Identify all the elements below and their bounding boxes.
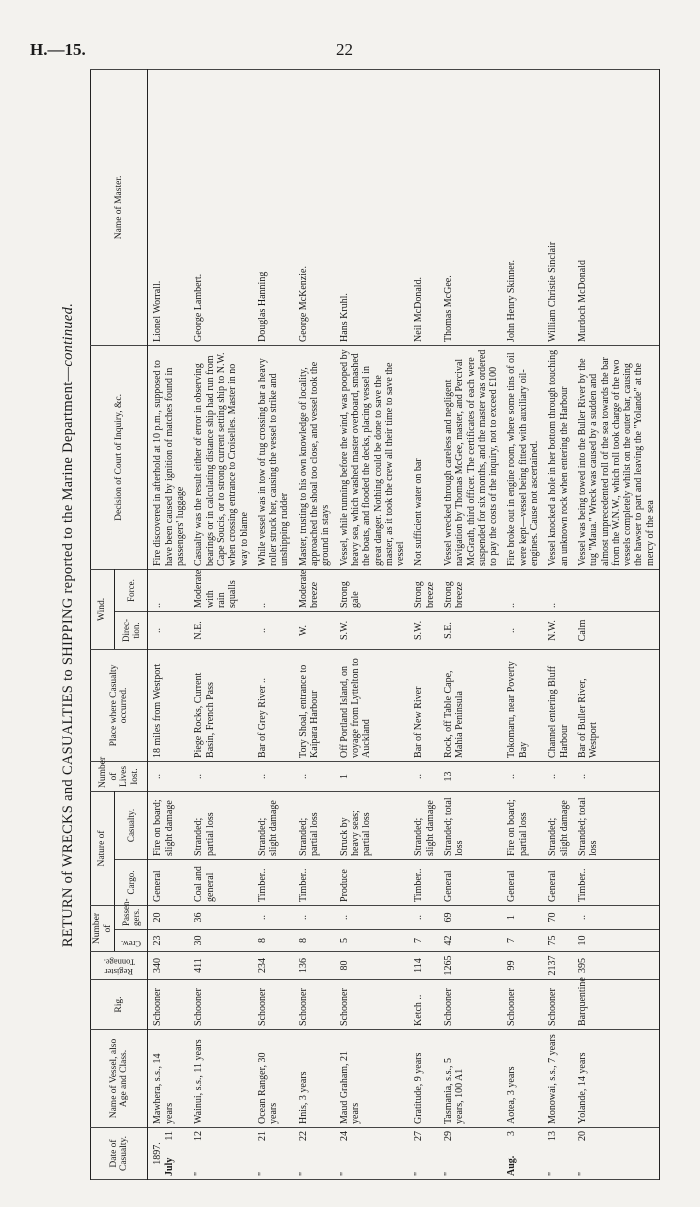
cell-vessel: Maud Graham, 21 years <box>335 1030 410 1128</box>
cell-crew: 10 <box>573 930 660 952</box>
date-month: " <box>547 1171 559 1176</box>
table-row <box>439 69 502 1179</box>
cell-vessel: Aotea, 3 years <box>502 1030 543 1128</box>
table-title <box>60 70 86 1180</box>
cell-passengers: 36 <box>189 905 252 929</box>
date-day: 3 <box>506 1131 518 1136</box>
cell-passengers: .. <box>294 905 335 929</box>
cell-crew: 42 <box>439 930 502 952</box>
title-shipping: HIPPING <box>60 597 76 657</box>
cell-cargo: Timber.. <box>294 859 335 905</box>
cell-lives: .. <box>409 761 439 791</box>
header-crew <box>115 930 148 952</box>
date-month: Aug. <box>506 1155 518 1176</box>
cell-passengers: 69 <box>439 905 502 929</box>
cell-crew: 5 <box>335 930 410 952</box>
cell-decision: While vessel was in tow of tug crossing bar a heavy roller struck her, causing the vessel to strike and unshipping rudder <box>253 345 294 569</box>
table-row <box>335 69 410 1179</box>
cell-direction: Calm <box>573 611 660 649</box>
date-month: " <box>297 1171 309 1176</box>
date-month: " <box>443 1171 454 1176</box>
cell-vessel: Monowai, s.s., 7 years <box>543 1030 573 1128</box>
header-crew-text: Crew. <box>121 939 142 949</box>
wrecks-table <box>90 69 660 1180</box>
cell-force: .. <box>543 569 573 611</box>
cell-casualty: Stranded; total loss <box>573 791 660 859</box>
cell-rig: Schooner <box>439 980 502 1030</box>
title-wrecks: RECKS <box>60 804 76 854</box>
cell-direction: W. <box>294 611 335 649</box>
cell-place: Rock, off Table Cape, Mahia Peninsula <box>439 649 502 761</box>
cell-place: Bar of Grey River .. <box>253 649 294 761</box>
table-row <box>573 69 660 1179</box>
cell-direction: .. <box>502 611 543 649</box>
cell-direction: N.W. <box>543 611 573 649</box>
cell-casualty: Stranded; partial loss <box>294 791 335 859</box>
cell-master: Murdoch McDonald <box>573 69 660 345</box>
table-row <box>253 69 294 1179</box>
cell-passengers: .. <box>335 905 410 929</box>
cell-tonnage: 99 <box>502 952 543 980</box>
header-date: Date of Casualty. <box>91 1128 148 1180</box>
title-continued: continued. <box>60 302 76 367</box>
title-prefix: RETURN of <box>60 867 76 948</box>
cell-passengers: .. <box>573 905 660 929</box>
cell-date <box>294 1128 335 1180</box>
cell-vessel: Mawhera, s.s., 14 years <box>148 1030 189 1128</box>
header-number-of: Number of <box>91 905 115 951</box>
cell-place: Tokomaru, near Poverty Bay <box>502 649 543 761</box>
cell-decision: Casualty was the result either of error in observing bearings or in calculating distance ship had run from Cape Soucis, or to strong current setting ship to N.W. when crossing entrance to Croiselles. Master in no way to blame <box>189 345 252 569</box>
cell-passengers: 1 <box>502 905 543 929</box>
cell-passengers: .. <box>409 905 439 929</box>
date-month: " <box>256 1171 268 1176</box>
cell-force: Strong breeze <box>439 569 502 611</box>
cell-decision: Master, trusting to his own knowledge of locality, approached the shoal too close, and vessel took the ground in stays <box>294 345 335 569</box>
header-lives: Number of Lives lost. <box>91 761 148 791</box>
rotated-table-region <box>60 70 680 1180</box>
header-decision: Decision of Court of Inquiry, &c. <box>91 345 148 569</box>
cell-cargo: Timber.. <box>409 859 439 905</box>
cell-date <box>189 1128 252 1180</box>
header-force: Force. <box>115 569 148 611</box>
cell-place: 18 miles from Westport <box>148 649 189 761</box>
cell-vessel: Tasmania, s.s., 5 years, 100 A1 <box>439 1030 502 1128</box>
cell-crew: 23 <box>148 930 189 952</box>
cell-crew: 7 <box>409 930 439 952</box>
title-c: C <box>60 765 76 776</box>
date-month: " <box>193 1171 205 1176</box>
header-rig: Rig. <box>91 980 148 1030</box>
cell-passengers: .. <box>253 905 294 929</box>
cell-crew: 8 <box>294 930 335 952</box>
cell-vessel: Yolande, 14 years <box>573 1030 660 1128</box>
date-day: 22 <box>297 1131 309 1141</box>
cell-casualty: Fire on board; slight damage <box>148 791 189 859</box>
cell-direction: S.W. <box>409 611 439 649</box>
page-number: 22 <box>336 40 353 59</box>
cell-rig: Schooner <box>543 980 573 1030</box>
date-day: 12 <box>193 1131 205 1141</box>
cell-cargo: Timber.. <box>253 859 294 905</box>
table-row <box>502 69 543 1179</box>
header-vessel: Name of Vessel, also Age and Class. <box>91 1030 148 1128</box>
cell-date <box>335 1128 410 1180</box>
cell-vessel: Gratitude, 9 years <box>409 1030 439 1128</box>
table-row <box>294 69 335 1179</box>
cell-rig: Schooner <box>148 980 189 1030</box>
header-passengers: Passen-gers. <box>115 905 148 929</box>
cell-master: George Lambert. <box>189 69 252 345</box>
cell-tonnage: 136 <box>294 952 335 980</box>
cell-master: John Henry Skinner. <box>502 69 543 345</box>
cell-force: Strong gale <box>335 569 410 611</box>
cell-force: .. <box>253 569 294 611</box>
cell-lives: .. <box>573 761 660 791</box>
header-master: Name of Master. <box>91 69 148 345</box>
cell-lives: 13 <box>439 761 502 791</box>
table-row <box>148 69 189 1179</box>
cell-cargo: Coal and general <box>189 859 252 905</box>
cell-decision: Vessel knocked a hole in her bottom through touching an unknown rock when entering the Harbour <box>543 345 573 569</box>
date-month: " <box>338 1171 350 1176</box>
date-year: 1897. <box>152 1142 164 1165</box>
cell-force: Strong breeze <box>409 569 439 611</box>
cell-casualty: Stranded; slight damage <box>409 791 439 859</box>
cell-lives: .. <box>148 761 189 791</box>
cell-cargo: General <box>148 859 189 905</box>
header-wind: Wind. <box>91 569 115 649</box>
cell-casualty: Stranded; total loss <box>439 791 502 859</box>
cell-master: Neil McDonald. <box>409 69 439 345</box>
cell-force: .. <box>502 569 543 611</box>
cell-tonnage: 411 <box>189 952 252 980</box>
date-day: 27 <box>413 1131 425 1141</box>
date-day: 11 <box>163 1131 175 1141</box>
cell-decision: Fire discovered in afterhold at 10 p.m., supposed to have been caused by ignition of matches found in passengers' luggage <box>148 345 189 569</box>
cell-date <box>409 1128 439 1180</box>
cell-cargo: Timber.. <box>573 859 660 905</box>
cell-date <box>148 1128 189 1180</box>
cell-place: Tory Shoal, entrance to Kaipara Harbour <box>294 649 335 761</box>
date-day: 20 <box>576 1131 588 1141</box>
header-row <box>91 69 115 1179</box>
cell-casualty: Stranded; slight damage <box>253 791 294 859</box>
cell-decision: Not sufficient water on bar <box>409 345 439 569</box>
cell-crew: 8 <box>253 930 294 952</box>
cell-rig: Schooner <box>253 980 294 1030</box>
table-row <box>189 69 252 1179</box>
date-day: 13 <box>547 1131 559 1141</box>
cell-decision: Vessel, while running before the wind, was pooped by heavy sea, which washed master overboard, smashed the boats, and flooded the decks, placing vessel in great danger. Nothing could be done to save the master, as it took the crew all their time to save the vessel <box>335 345 410 569</box>
title-casualties: ASUALTIES <box>60 684 76 766</box>
cell-force: .. <box>148 569 189 611</box>
cell-casualty: Stranded; partial loss <box>189 791 252 859</box>
cell-casualty: Fire on board; partial loss <box>502 791 543 859</box>
cell-lives: .. <box>253 761 294 791</box>
cell-rig: Barquentine <box>573 980 660 1030</box>
cell-lives: .. <box>294 761 335 791</box>
cell-direction: S.E. <box>439 611 502 649</box>
cell-lives: 1 <box>335 761 410 791</box>
table-row <box>543 69 573 1179</box>
cell-casualty: Struck by heavy seas; partial loss <box>335 791 410 859</box>
header-place: Place where Casualty occurred. <box>91 649 148 761</box>
cell-master: Hans Kruhl. <box>335 69 410 345</box>
date-day: 24 <box>338 1131 350 1141</box>
header-tonnage <box>91 952 148 980</box>
cell-tonnage: 1265 <box>439 952 502 980</box>
cell-tonnage: 2137 <box>543 952 573 980</box>
cell-date <box>253 1128 294 1180</box>
cell-force: Moderate breeze <box>294 569 335 611</box>
cell-force: Moderate with rain squalls <box>189 569 252 611</box>
cell-vessel: Ocean Ranger, 30 years <box>253 1030 294 1128</box>
cell-passengers: 20 <box>148 905 189 929</box>
date-month: " <box>413 1171 425 1176</box>
header-direction: Direc-tion. <box>115 611 148 649</box>
header-tonnage-text: Register Tonnage. <box>103 957 135 977</box>
cell-rig: Schooner <box>294 980 335 1030</box>
cell-tonnage: 395 <box>573 952 660 980</box>
table-body <box>148 69 660 1179</box>
cell-rig: Schooner <box>502 980 543 1030</box>
cell-direction: .. <box>253 611 294 649</box>
cell-direction: S.W. <box>335 611 410 649</box>
cell-direction: N.E. <box>189 611 252 649</box>
cell-crew: 30 <box>189 930 252 952</box>
cell-vessel: Wainui, s.s., 11 years <box>189 1030 252 1128</box>
header-casualty: Casualty. <box>115 791 148 859</box>
cell-lives: .. <box>189 761 252 791</box>
cell-date <box>543 1128 573 1180</box>
header-cargo: Cargo. <box>115 859 148 905</box>
cell-place: Off Portland Island, on voyage from Lyttelton to Auckland <box>335 649 410 761</box>
cell-cargo: Produce <box>335 859 410 905</box>
cell-master: Lionel Worrall. <box>148 69 189 345</box>
date-day: 29 <box>443 1131 454 1141</box>
cell-place: Bar of Buller River, Westport <box>573 649 660 761</box>
cell-crew: 75 <box>543 930 573 952</box>
cell-casualty: Stranded; slight damage <box>543 791 573 859</box>
cell-cargo: General <box>502 859 543 905</box>
cell-decision: Vessel wrecked through careless and negligent navigation by Thomas McGee, master, and Percival McGrath, third officer. The certificates of each were suspended for six months, and the master was ordered to pay the costs of the inquiry, not to exceed £100 <box>439 345 502 569</box>
cell-decision: Vessel was being towed into the Buller River by the tug "Maua." Wreck was caused by a sudden and almost unprecedented roll of the sea towards the bar from the W.N.W., which roll took charge of the two vessels completely whilst on the outer bar, causing the hawser to part and leaving the "Yolande" at the mercy of the sea <box>573 345 660 569</box>
cell-lives: .. <box>543 761 573 791</box>
title-rest: reported to the Marine Department— <box>60 366 76 598</box>
date-month: " <box>576 1171 588 1176</box>
title-s: S <box>60 656 76 666</box>
cell-vessel: Hnis, 3 years <box>294 1030 335 1128</box>
title-and: and <box>60 775 76 805</box>
cell-place: Piege Rocks, Current Basin, French Pass <box>189 649 252 761</box>
cell-rig: Ketch .. <box>409 980 439 1030</box>
cell-master: George McKenzie. <box>294 69 335 345</box>
cell-cargo: General <box>439 859 502 905</box>
page-code: H.—15. <box>30 40 86 59</box>
cell-force <box>573 569 660 611</box>
cell-tonnage: 234 <box>253 952 294 980</box>
cell-cargo: General <box>543 859 573 905</box>
cell-passengers: 70 <box>543 905 573 929</box>
cell-date <box>573 1128 660 1180</box>
cell-master: Douglas Hanning <box>253 69 294 345</box>
title-to: to <box>60 665 76 685</box>
cell-decision: Fire broke out in engine room, where some tins of oil were kept—vessel being fitted with auxiliary oil-engines. Cause not ascertained. <box>502 345 543 569</box>
cell-rig: Schooner <box>335 980 410 1030</box>
table-row <box>409 69 439 1179</box>
cell-lives: .. <box>502 761 543 791</box>
cell-date <box>439 1128 502 1180</box>
date-day: 21 <box>256 1131 268 1141</box>
date-month: July <box>163 1157 175 1176</box>
title-w: W <box>60 853 76 868</box>
cell-direction: .. <box>148 611 189 649</box>
cell-tonnage: 80 <box>335 952 410 980</box>
cell-tonnage: 340 <box>148 952 189 980</box>
header-nature-of: Nature of <box>91 791 115 905</box>
cell-tonnage: 114 <box>409 952 439 980</box>
cell-crew: 7 <box>502 930 543 952</box>
cell-rig: Schooner <box>189 980 252 1030</box>
cell-date <box>502 1128 543 1180</box>
cell-master: Thomas McGee. <box>439 69 502 345</box>
cell-place: Channel entering Bluff Harbour <box>543 649 573 761</box>
cell-master: William Christie Sinclair <box>543 69 573 345</box>
cell-place: Bar of New River <box>409 649 439 761</box>
